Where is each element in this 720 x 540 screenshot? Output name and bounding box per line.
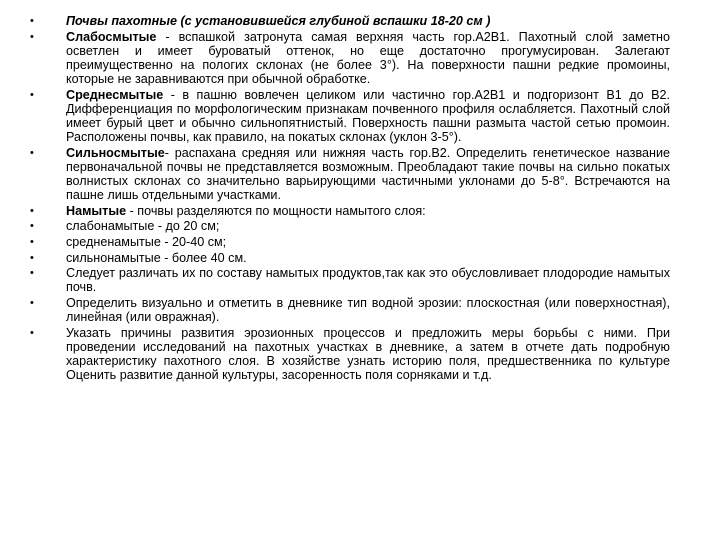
- bullet-icon: •: [30, 88, 34, 101]
- list-item: [30, 235, 670, 249]
- list-item: [30, 219, 670, 233]
- item-text: - распахана средняя или нижняя часть гор.В2. Определить генетическое название первоначальной почвы не представляется возможным. Преобладают такие почвы на сильно покатых волнистых склонах со значительно варьирующими частичными уклонами до 5-8°. Встречаются на пашне лишь отдельными участками.: [66, 145, 670, 202]
- bullet-icon: •: [30, 30, 34, 43]
- list-item: [30, 88, 670, 144]
- item-text: средненамытые - 20-40 см;: [66, 234, 227, 249]
- bullet-list: [30, 14, 670, 384]
- list-item: [30, 266, 670, 294]
- item-text: - в пашню вовлечен целиком или частично гор.А2В1 и подгоризонт В1 до В2. Дифференциация по морфологическим признакам почвенного профиля ослабляется. Пахотный слой имеет бурый цвет и обычно сильнопятнистый. Поверхность пашни размыта частой сетью промоин. Расположены почвы, как правило, на покатых склонах (уклон 3-5°).: [66, 87, 670, 144]
- list-item: [30, 204, 670, 218]
- item-term: Слабосмытые: [66, 29, 157, 44]
- list-item: [30, 14, 670, 28]
- bullet-icon: •: [30, 267, 34, 280]
- list-item: [30, 146, 670, 202]
- item-term: Сильносмытые: [66, 145, 165, 160]
- list-item: [30, 296, 670, 324]
- item-text: Следует различать их по составу намытых продуктов,так как это обусловливает плодородие намытых почв.: [66, 266, 670, 295]
- bullet-icon: •: [30, 251, 34, 264]
- item-text: Определить визуально и отметить в дневнике тип водной эрозии: плоскостная (или поверхностная), линейная (или овражная).: [66, 296, 670, 325]
- item-text: сильнонамытые - более 40 см.: [66, 250, 247, 265]
- item-text: - вспашкой затронута самая верхняя часть гор.А2В1. Пахотный слой заметно осветлен и имеет буроватый оттенок, но еще достаточно прогумусирован. Залегают преимущественно на пологих склонах (не более 3°). На поверхности пашни редкие промоины, которые не заравниваются при обычной обработке.: [66, 29, 670, 86]
- item-text: Указать причины развития эрозионных процессов и предложить меры борьбы с ними. При проведении исследований на пахотных участках в дневнике, а затем в отчете дать подробную характеристику пахотного слоя. В хозяйстве узнать историю поля, предшественника по культуре Оценить развитие данной культуры, засоренность поля сорняками и т.д.: [66, 325, 670, 383]
- list-item: [30, 30, 670, 86]
- list-item: [30, 251, 670, 265]
- bullet-icon: •: [30, 15, 34, 27]
- item-text: - почвы разделяются по мощности намытого слоя:: [126, 203, 426, 218]
- bullet-icon: •: [30, 326, 34, 339]
- bullet-icon: •: [30, 204, 34, 217]
- item-term: Среднесмытые: [66, 87, 164, 102]
- item-term: Намытые: [66, 203, 127, 218]
- bullet-icon: •: [30, 146, 34, 159]
- bullet-icon: •: [30, 220, 34, 233]
- bullet-icon: •: [30, 297, 34, 310]
- item-text: слабонамытые - до 20 см;: [66, 219, 220, 234]
- bullet-icon: •: [30, 235, 34, 248]
- section-title: Почвы пахотные (с установившейся глубиной вспашки 18-20 см ): [66, 14, 491, 28]
- list-item: [30, 326, 670, 382]
